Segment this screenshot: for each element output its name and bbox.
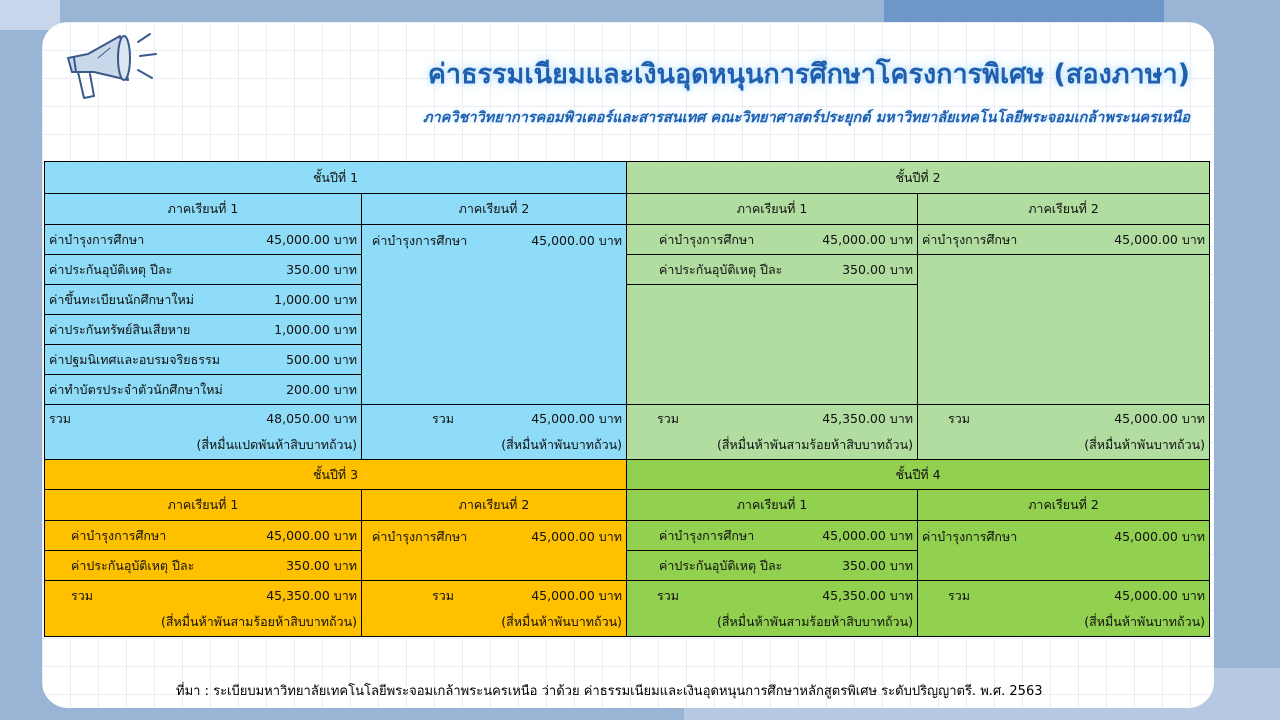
semester-header: ภาคเรียนที่ 1 (627, 194, 918, 225)
total-cell: รวม 45,000.00 บาท (สี่หมื่นห้าพันบาทถ้วน) (362, 405, 627, 460)
fee-item: ค่าประกันอุบัติเหตุ ปีละ 350.00 บาท (45, 551, 362, 581)
year-header-2: ชั้นปีที่ 2 (627, 162, 1210, 194)
semester-header: ภาคเรียนที่ 2 (362, 194, 627, 225)
year-header-1: ชั้นปีที่ 1 (45, 162, 627, 194)
total-cell: รวม 45,000.00 บาท (สี่หมื่นห้าพันบาทถ้วน) (362, 581, 627, 637)
fee-item: ค่าปฐมนิเทศและอบรมจริยธรรม 500.00 บาท (45, 345, 362, 375)
fee-item: ค่าบำรุงการศึกษา 45,000.00 บาท (45, 521, 362, 551)
total-cell: รวม 48,050.00 บาท (สี่หมื่นแปดพันห้าสิบบาทถ้วน) (45, 405, 362, 460)
fee-item: ค่าประกันทรัพย์สินเสียหาย 1,000.00 บาท (45, 315, 362, 345)
semester-header: ภาคเรียนที่ 2 (918, 490, 1210, 521)
total-cell: รวม 45,350.00 บาท (สี่หมื่นห้าพันสามร้อยห้าสิบบาทถ้วน) (45, 581, 362, 637)
total-cell: รวม 45,000.00 บาท (สี่หมื่นห้าพันบาทถ้วน) (918, 405, 1210, 460)
semester-header: ภาคเรียนที่ 2 (918, 194, 1210, 225)
empty-cell (627, 285, 918, 405)
total-cell: รวม 45,350.00 บาท (สี่หมื่นห้าพันสามร้อยห้าสิบบาทถ้วน) (627, 405, 918, 460)
fee-item: ค่าบำรุงการศึกษา 45,000.00 บาท (362, 225, 627, 405)
total-cell: รวม 45,350.00 บาท (สี่หมื่นห้าพันสามร้อยห้าสิบบาทถ้วน) (627, 581, 918, 637)
fee-item: ค่าบำรุงการศึกษา 45,000.00 บาท (627, 225, 918, 255)
page-subtitle: ภาควิชาวิทยาการคอมพิวเตอร์และสารสนเทศ คณะวิทยาศาสตร์ประยุกต์ มหาวิทยาลัยเทคโนโลยีพระจอมเกล้าพระนครเหนือ (422, 110, 1190, 126)
year-header-3: ชั้นปีที่ 3 (45, 460, 627, 490)
fee-item: ค่าประกันอุบัติเหตุ ปีละ 350.00 บาท (627, 551, 918, 581)
fee-item: ค่าบำรุงการศึกษา 45,000.00 บาท (45, 225, 362, 255)
fee-item: ค่าประกันอุบัติเหตุ ปีละ 350.00 บาท (627, 255, 918, 285)
megaphone-icon (58, 28, 168, 106)
page-title: ค่าธรรมเนียมและเงินอุดหนุนการศึกษาโครงการพิเศษ (สองภาษา) (427, 59, 1190, 90)
semester-header: ภาคเรียนที่ 1 (627, 490, 918, 521)
total-cell: รวม 45,000.00 บาท (สี่หมื่นห้าพันบาทถ้วน) (918, 581, 1210, 637)
semester-header: ภาคเรียนที่ 1 (45, 194, 362, 225)
fee-item: ค่าบำรุงการศึกษา 45,000.00 บาท (362, 521, 627, 581)
empty-cell (918, 255, 1210, 405)
fee-item: ค่าบำรุงการศึกษา 45,000.00 บาท (918, 225, 1210, 255)
semester-header: ภาคเรียนที่ 1 (45, 490, 362, 521)
fee-item: ค่าบำรุงการศึกษา 45,000.00 บาท (627, 521, 918, 551)
fee-table (44, 161, 1210, 637)
fee-item: ค่าประกันอุบัติเหตุ ปีละ 350.00 บาท (45, 255, 362, 285)
fee-item: ค่าขึ้นทะเบียนนักศึกษาใหม่ 1,000.00 บาท (45, 285, 362, 315)
year-header-4: ชั้นปีที่ 4 (627, 460, 1210, 490)
source-note: ที่มา : ระเบียบมหาวิทยาลัยเทคโนโลยีพระจอมเกล้าพระนครเหนือ ว่าด้วย ค่าธรรมเนียมและเงินอุดหนุนการศึกษาหลักสูตรพิเศษ ระดับปริญญาตรี. พ.ศ. 2563 (176, 684, 1043, 699)
semester-header: ภาคเรียนที่ 2 (362, 490, 627, 521)
fee-item: ค่าบำรุงการศึกษา 45,000.00 บาท (918, 521, 1210, 581)
fee-item: ค่าทำบัตรประจำตัวนักศึกษาใหม่ 200.00 บาท (45, 375, 362, 405)
background-block (0, 0, 60, 30)
